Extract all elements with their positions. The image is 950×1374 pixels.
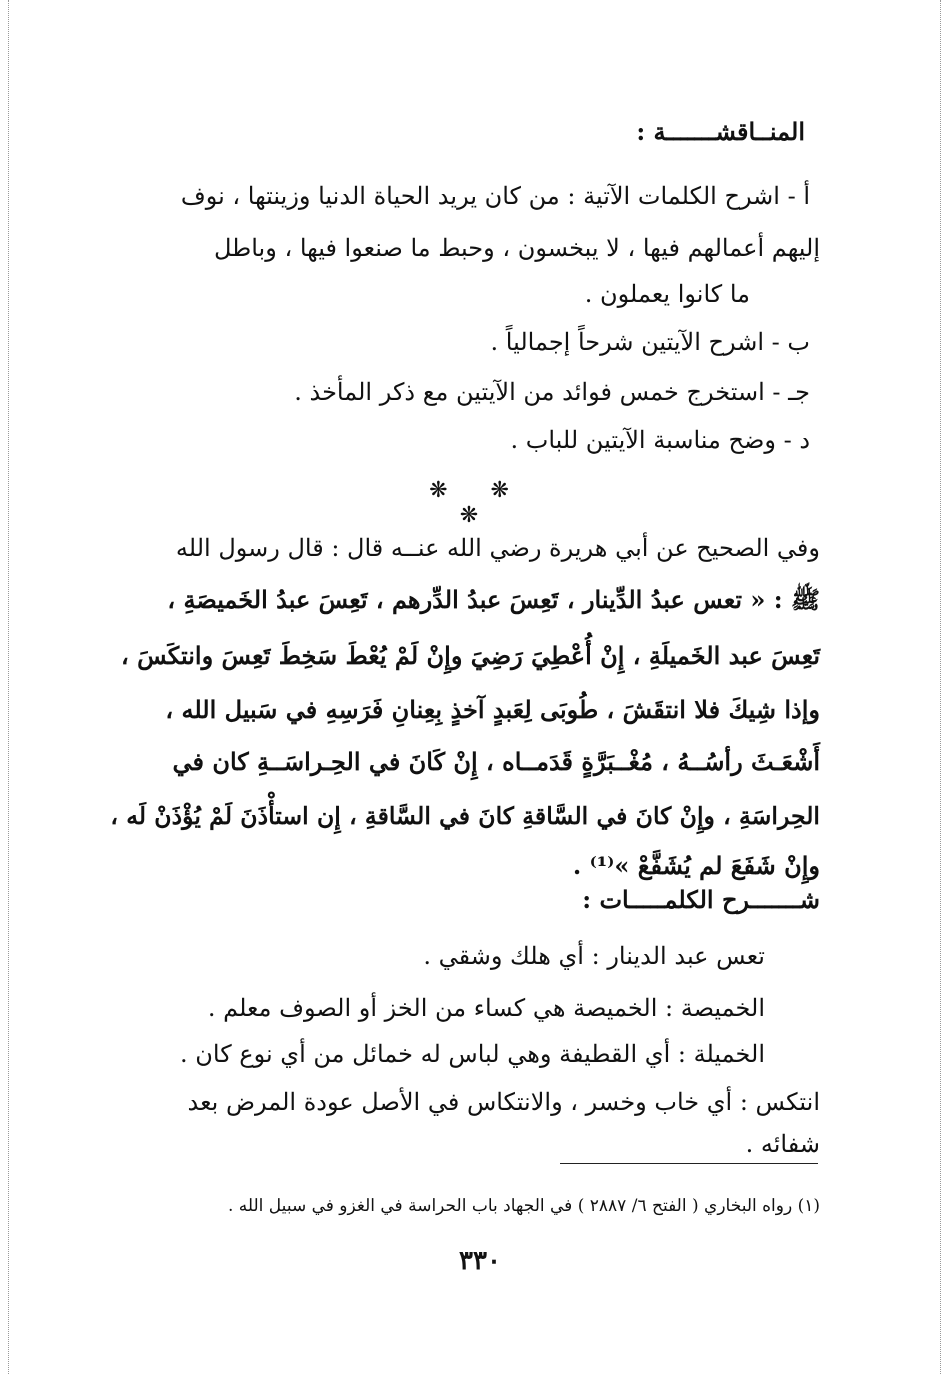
discussion-heading: المنــاقشـــــــة :	[636, 117, 805, 146]
question-line: إليهم أعمالهم فيها ، لا يبخسون ، وحبط ما صنعوا فيها ، وباطل	[213, 234, 820, 262]
question-line: د - وضح مناسبة الآيتين للباب .	[510, 426, 810, 454]
hadith-line: وإِنْ شَفَعَ لم يُشَفَّعْ »⁽¹⁾ .	[572, 851, 820, 880]
question-line: ب - اشرح الآيتين شرحاً إجمالياً .	[490, 328, 810, 356]
scan-edge-right	[940, 0, 941, 1374]
definition-line: شفائه .	[745, 1130, 820, 1158]
hadith-intro: وفي الصحيح عن أبي هريرة رضي الله عنــه قال : قال رسول الله	[175, 534, 820, 562]
word-explanation-heading: شـــــــرح الكلمـــــات :	[582, 885, 820, 914]
definition-line: الخميلة : أي القطيفة وهي لباس له خمائل من أي نوع كان .	[180, 1040, 765, 1068]
question-line: جـ - استخرج خمس فوائد من الآيتين مع ذكر المأخذ .	[294, 378, 810, 406]
hadith-line: الحِراسَةِ ، وإِنْ كانَ في السَّاقةِ كانَ في السَّاقةِ ، إِن استأْذَنَ لَمْ يُؤْذَنْ لَه ،	[110, 802, 820, 830]
question-line: ما كانوا يعملون .	[584, 280, 750, 308]
definition-line: الخميصة : الخميصة هي كساء من الخز أو الصوف معلم .	[207, 994, 765, 1022]
footnote: (١) رواه البخاري ( الفتح ٦/ ٢٨٨٧ ) في الجهاد باب الحراسة في الغزو في سبيل الله .	[227, 1196, 820, 1216]
section-separator: ❋ ❋ ❋	[429, 478, 527, 528]
scan-edge-left	[8, 0, 9, 1374]
hadith-line: تَعِسَ عبد الخَميلَةِ ، إِنْ أُعْطِيَ رَضِيَ وإِنْ لَمْ يُعْطَ سَخِطَ تَعِسَ وانتكَسَ ،	[121, 641, 820, 670]
hadith-line: أَشْعَـثَ رأسُــهُ ، مُغْــبَرَّةٍ قَدَمــاه ، إِنْ كَانَ في الحِـراسَــةِ كان في	[172, 747, 820, 776]
page-number: ٣٣٠	[459, 1246, 501, 1276]
hadith-line: ﷺ : « تعس عبدُ الدِّينار ، تَعِسَ عبدُ الدِّرهم ، تَعِسَ عبدُ الخَميصَةِ ،	[167, 585, 820, 614]
hadith-line: وإذا شِيكَ فلا انتقَشَ ، طُوبَى لِعَبدٍ آخذٍ بِعِنانِ فَرَسِهِ في سَبيل الله ،	[165, 695, 820, 724]
question-line: أ - اشرح الكلمات الآتية : من كان يريد الحياة الدنيا وزينتها ، نوف	[180, 182, 810, 210]
footnote-rule	[560, 1163, 818, 1164]
definition-line: تعس عبد الدينار : أي هلك وشقي .	[423, 942, 765, 970]
definition-line: انتكس : أي خاب وخسر ، والانتكاس في الأصل عودة المرض بعد	[187, 1088, 820, 1116]
